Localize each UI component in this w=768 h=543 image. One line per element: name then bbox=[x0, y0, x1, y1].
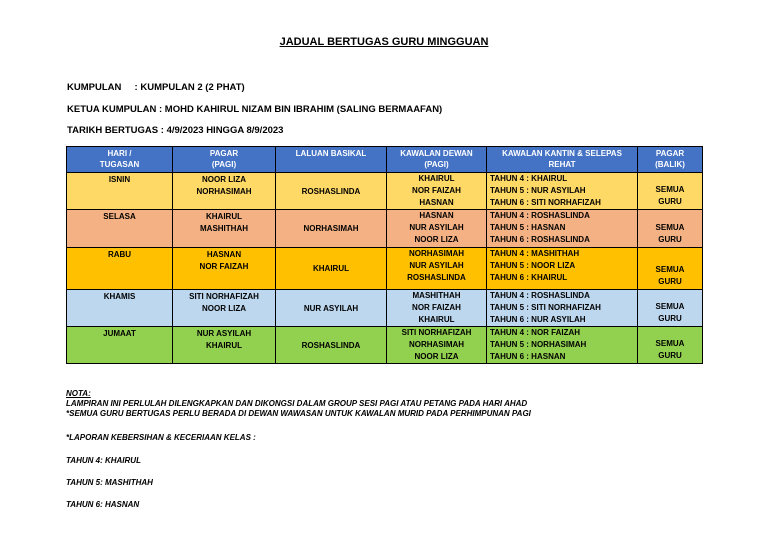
tarikh-line: TARIKH BERTUGAS : 4/9/2023 HINGGA 8/9/2023 bbox=[67, 125, 284, 136]
day-cell: KHAMIS bbox=[67, 290, 173, 327]
kantin-line: TAHUN 6 : ROSHASLINDA bbox=[490, 235, 590, 244]
dewan-line: SITI NORHAFIZAH bbox=[401, 328, 472, 337]
page-title: JADUAL BERTUGAS GURU MINGGUAN bbox=[279, 36, 489, 48]
laluan-basikal-cell: NORHASIMAH bbox=[276, 210, 387, 248]
pagar-pagi-cell bbox=[173, 290, 276, 327]
kawalan-dewan-cell bbox=[387, 327, 487, 364]
kantin-line: TAHUN 4 : KHAIRUL bbox=[490, 174, 568, 183]
kantin-line: TAHUN 5 : NUR ASYILAH bbox=[490, 186, 586, 195]
dewan-line: NOOR LIZA bbox=[414, 352, 459, 361]
kawalan-dewan-cell bbox=[387, 248, 487, 290]
dewan-line: MASHITHAH bbox=[412, 291, 461, 300]
dewan-line: KHAIRUL bbox=[418, 315, 455, 324]
dewan-line: NORHASIMAH bbox=[408, 249, 465, 258]
ketua-line: KETUA KUMPULAN : MOHD KAHIRUL NIZAM BIN IBRAHIM (SALING BERMAAFAN) bbox=[67, 104, 443, 115]
dewan-line: NORHASIMAH bbox=[408, 340, 465, 349]
kawalan-kantin-cell bbox=[487, 173, 638, 210]
kantin-line: TAHUN 5 : SITI NORHAFIZAH bbox=[490, 303, 601, 312]
kawalan-dewan-cell bbox=[387, 210, 487, 248]
pagar-pagi-line: KHAIRUL bbox=[206, 212, 242, 221]
dewan-line: HASNAN bbox=[419, 211, 454, 220]
dewan-line: ROSHASLINDA bbox=[407, 273, 466, 282]
day-cell: SELASA bbox=[67, 210, 173, 248]
pagar-pagi-line: NORHASIMAH bbox=[196, 187, 252, 196]
kantin-line: TAHUN 4 : NOR FAIZAH bbox=[490, 328, 581, 337]
pagar-balik-line: GURU bbox=[658, 235, 682, 244]
laporan-heading: *LAPORAN KEBERSIHAN & KECERIAAN KELAS : bbox=[66, 433, 256, 442]
schedule-table bbox=[66, 146, 703, 364]
dewan-line: NUR ASYILAH bbox=[409, 261, 464, 270]
pagar-pagi-cell bbox=[173, 210, 276, 248]
laporan-tahun-4: TAHUN 4: KHAIRUL bbox=[66, 456, 141, 465]
schedule-row bbox=[67, 290, 703, 327]
header-row bbox=[67, 147, 703, 173]
kawalan-kantin-cell bbox=[487, 290, 638, 327]
kawalan-dewan-cell bbox=[387, 173, 487, 210]
schedule-row bbox=[67, 210, 703, 248]
laluan-basikal-cell: NUR ASYILAH bbox=[276, 290, 387, 327]
pagar-balik-cell bbox=[638, 248, 703, 290]
kantin-line: TAHUN 5 : HASNAN bbox=[490, 223, 566, 232]
kantin-line: TAHUN 6 : NUR ASYILAH bbox=[490, 315, 586, 324]
nota-line-1: LAMPIRAN INI PERLULAH DILENGKAPKAN DAN DIKONGSI DALAM GROUP SESI PAGI ATAU PETANG PADA HARI AHAD bbox=[66, 399, 528, 408]
pagar-balik-cell bbox=[638, 210, 703, 248]
kawalan-kantin-cell bbox=[487, 210, 638, 248]
kantin-line: TAHUN 4 : ROSHASLINDA bbox=[490, 211, 590, 220]
laluan-basikal-cell: ROSHASLINDA bbox=[276, 327, 387, 364]
pagar-pagi-line: HASNAN bbox=[206, 250, 242, 259]
pagar-pagi-line: NOOR LIZA bbox=[202, 304, 246, 313]
header-hari: HARI / TUGASAN bbox=[67, 147, 173, 173]
kantin-line: TAHUN 6 : SITI NORHAFIZAH bbox=[490, 198, 601, 207]
pagar-pagi-line: SITI NORHAFIZAH bbox=[189, 292, 259, 301]
pagar-pagi-line: NUR ASYILAH bbox=[196, 329, 252, 338]
kawalan-dewan-cell bbox=[387, 290, 487, 327]
pagar-balik-cell bbox=[638, 173, 703, 210]
laporan-tahun-5: TAHUN 5: MASHITHAH bbox=[66, 478, 153, 487]
schedule-row bbox=[67, 248, 703, 290]
kantin-line: TAHUN 4 : ROSHASLINDA bbox=[490, 291, 590, 300]
laluan-basikal-cell: KHAIRUL bbox=[276, 248, 387, 290]
pagar-pagi-line: NOOR LIZA bbox=[202, 175, 246, 184]
kawalan-kantin-cell bbox=[487, 248, 638, 290]
header-pagar-balik: PAGAR (BALIK) bbox=[638, 147, 703, 173]
pagar-balik-line: SEMUA bbox=[655, 302, 685, 311]
kantin-line: TAHUN 4 : MASHITHAH bbox=[490, 249, 580, 258]
dewan-line: NOR FAIZAH bbox=[412, 303, 461, 312]
pagar-balik-line: GURU bbox=[658, 351, 682, 360]
kantin-line: TAHUN 5 : NORHASIMAH bbox=[490, 340, 587, 349]
kantin-line: TAHUN 5 : NOOR LIZA bbox=[490, 261, 576, 270]
pagar-pagi-cell bbox=[173, 327, 276, 364]
dewan-line: KHAIRUL bbox=[418, 174, 455, 183]
pagar-balik-line: SEMUA bbox=[655, 265, 685, 274]
header-pagar-pagi: PAGAR (PAGI) bbox=[173, 147, 276, 173]
pagar-pagi-line: KHAIRUL bbox=[206, 341, 242, 350]
pagar-balik-line: SEMUA bbox=[655, 339, 685, 348]
dewan-line: HASNAN bbox=[419, 198, 454, 207]
pagar-balik-cell bbox=[638, 290, 703, 327]
header-laluan-basikal: LALUAN BASIKAL bbox=[276, 147, 387, 173]
kantin-line: TAHUN 6 : HASNAN bbox=[490, 352, 566, 361]
pagar-balik-line: GURU bbox=[658, 277, 682, 286]
kumpulan-line: KUMPULAN : KUMPULAN 2 (2 PHAT) bbox=[67, 82, 245, 93]
kantin-line: TAHUN 6 : KHAIRUL bbox=[490, 273, 568, 282]
day-cell: ISNIN bbox=[67, 173, 173, 210]
nota-heading: NOTA: bbox=[66, 389, 91, 398]
header-kawalan-kantin: KAWALAN KANTIN & SELEPAS REHAT bbox=[487, 147, 638, 173]
kawalan-kantin-cell bbox=[487, 327, 638, 364]
pagar-pagi-line: MASHITHAH bbox=[200, 224, 248, 233]
pagar-pagi-cell bbox=[173, 173, 276, 210]
schedule-row bbox=[67, 173, 703, 210]
pagar-pagi-cell bbox=[173, 248, 276, 290]
schedule-row bbox=[67, 327, 703, 364]
nota-line-2: *SEMUA GURU BERTUGAS PERLU BERADA DI DEWAN WAWASAN UNTUK KAWALAN MURID PADA PERHIMPUNAN PAGI bbox=[66, 409, 531, 418]
pagar-balik-line: SEMUA bbox=[655, 223, 685, 232]
laporan-tahun-6: TAHUN 6: HASNAN bbox=[66, 500, 140, 509]
dewan-line: NOOR LIZA bbox=[414, 235, 459, 244]
pagar-balik-line: SEMUA bbox=[655, 185, 685, 194]
dewan-line: NUR ASYILAH bbox=[409, 223, 464, 232]
pagar-balik-cell bbox=[638, 327, 703, 364]
pagar-balik-line: GURU bbox=[658, 314, 682, 323]
day-cell: RABU bbox=[67, 248, 173, 290]
laluan-basikal-cell: ROSHASLINDA bbox=[276, 173, 387, 210]
day-cell: JUMAAT bbox=[67, 327, 173, 364]
pagar-pagi-line: NOR FAIZAH bbox=[199, 262, 249, 271]
dewan-line: NOR FAIZAH bbox=[412, 186, 461, 195]
pagar-balik-line: GURU bbox=[658, 197, 682, 206]
header-kawalan-dewan: KAWALAN DEWAN (PAGI) bbox=[387, 147, 487, 173]
